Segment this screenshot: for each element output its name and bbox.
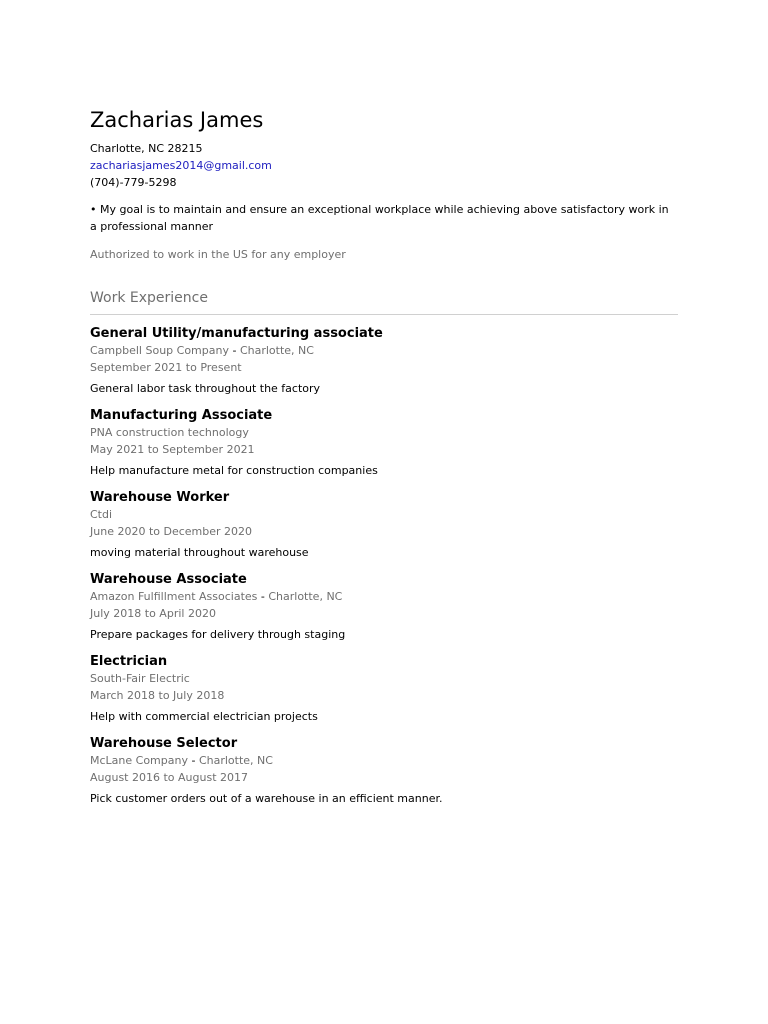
company-name: PNA construction technology <box>90 426 249 439</box>
job-description: Pick customer orders out of a warehouse in an efficient manner. <box>90 792 443 805</box>
job-entry <box>90 736 678 807</box>
job-title: Electrician <box>90 654 168 669</box>
job-dates: March 2018 to July 2018 <box>90 689 225 702</box>
job-company <box>90 342 678 359</box>
email-link[interactable]: zachariasjames2014@gmail.com <box>90 159 272 172</box>
resume-page <box>90 106 678 818</box>
job-company <box>90 670 678 687</box>
job-title: Warehouse Worker <box>90 490 230 505</box>
job-entry <box>90 572 678 643</box>
job-company <box>90 424 678 441</box>
job-entry <box>90 408 678 479</box>
job-description: moving material throughout warehouse <box>90 546 309 559</box>
job-entry <box>90 654 678 725</box>
company-name: South-Fair Electric <box>90 672 190 685</box>
job-title: Warehouse Selector <box>90 736 238 751</box>
job-list <box>90 326 678 807</box>
company-separator: - <box>187 754 199 767</box>
job-dates: May 2021 to September 2021 <box>90 443 255 456</box>
job-title: General Utility/manufacturing associate <box>90 326 383 341</box>
candidate-name: Zacharias James <box>90 108 264 132</box>
job-description: General labor task throughout the factory <box>90 382 321 395</box>
phone-number: (704)-779-5298 <box>90 176 177 189</box>
job-title: Warehouse Associate <box>90 572 247 587</box>
location: Charlotte, NC 28215 <box>90 142 203 155</box>
job-dates: July 2018 to April 2020 <box>90 607 216 620</box>
job-title: Manufacturing Associate <box>90 408 273 423</box>
job-entry <box>90 490 678 561</box>
company-name: Amazon Fulfillment Associates <box>90 590 258 603</box>
summary: • My goal is to maintain and ensure an exceptional workplace while achieving above satisfactory work in a professional manner <box>90 203 669 233</box>
job-description: Help manufacture metal for construction companies <box>90 464 378 477</box>
company-name: Ctdi <box>90 508 113 521</box>
job-entry <box>90 326 678 397</box>
section-title-work-experience: Work Experience <box>90 289 678 315</box>
job-company <box>90 506 678 523</box>
job-company <box>90 752 678 769</box>
company-separator: - <box>228 344 240 357</box>
job-dates: August 2016 to August 2017 <box>90 771 249 784</box>
company-location: Charlotte, NC <box>198 754 273 767</box>
company-location: Charlotte, NC <box>239 344 314 357</box>
job-description: Help with commercial electrician projects <box>90 710 318 723</box>
company-location: Charlotte, NC <box>268 590 343 603</box>
job-description: Prepare packages for delivery through staging <box>90 628 346 641</box>
job-dates: September 2021 to Present <box>90 361 242 374</box>
work-authorization: Authorized to work in the US for any employer <box>90 248 346 261</box>
job-dates: June 2020 to December 2020 <box>90 525 253 538</box>
company-separator: - <box>257 590 269 603</box>
company-name: Campbell Soup Company <box>90 344 229 357</box>
job-company <box>90 588 678 605</box>
company-name: McLane Company <box>90 754 188 767</box>
